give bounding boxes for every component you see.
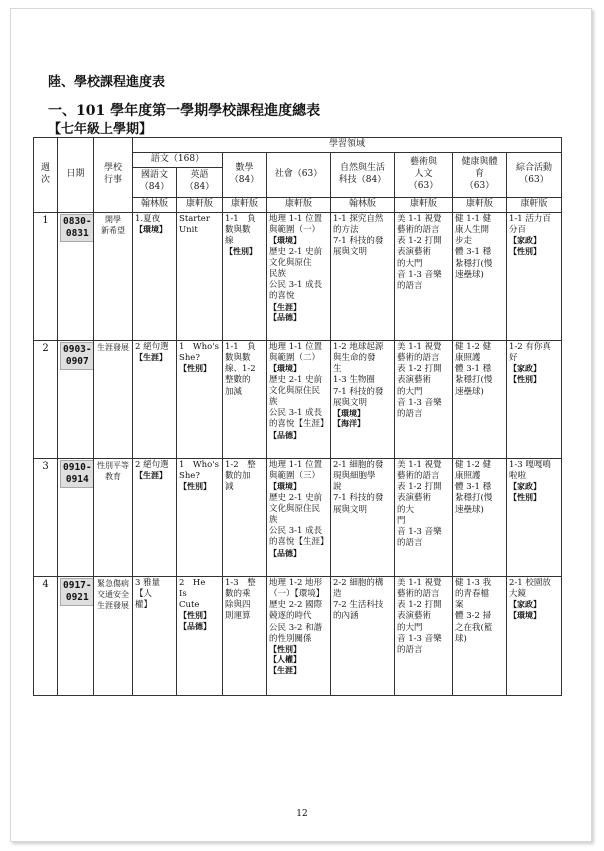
unit-text: 1-3 嘎嘎鳴 xyxy=(509,459,551,470)
unit-text: 公民 3-1 成長 xyxy=(269,526,323,537)
unit-text: 美 1-1 視覺 xyxy=(397,459,442,470)
unit-text: 紮穩打(慢 xyxy=(455,375,493,386)
unit-text: Starter xyxy=(179,213,210,224)
header-arts: 藝術與 人文 （63） xyxy=(395,152,453,197)
unit-text: 說 xyxy=(333,482,342,493)
unit-text: 文化與原住 xyxy=(269,257,312,268)
unit-text: 康照護 xyxy=(455,352,481,363)
unit-text: 大鏡 xyxy=(509,588,527,599)
unit-text: 的大門 xyxy=(397,258,423,269)
issue-tag: 【性別】 xyxy=(225,247,257,257)
unit-text: 康照護 xyxy=(455,470,481,481)
week-number: 1 xyxy=(34,212,58,340)
unit-text: 案 xyxy=(455,600,464,611)
unit-text: 地理 1-1 位置 xyxy=(269,213,323,224)
unit-text: 則運算 xyxy=(225,611,251,622)
unit-text: 展與文明 xyxy=(333,247,368,258)
unit-text: 的喜悅【生涯】 xyxy=(269,419,329,430)
unit-text: 啦啦 xyxy=(509,470,527,481)
unit-text: 2-2 細胞的構 xyxy=(333,577,384,588)
issue-tag: 【性別】 xyxy=(179,611,211,621)
issue-tag: 【環境】 xyxy=(333,408,365,418)
chinese-cell xyxy=(133,212,177,340)
unit-text: 的內涵 xyxy=(333,611,359,622)
unit-text: 體 3-1 穩 xyxy=(455,364,492,375)
publisher-science: 翰林版 xyxy=(331,197,395,212)
issue-tag: 【環境】 xyxy=(509,610,541,620)
unit-text: 與生命的發 xyxy=(333,352,376,363)
issue-tag: 【性別】 xyxy=(179,364,211,374)
unit-text: 數與數 xyxy=(225,352,251,363)
header-integrative: 綜合活動 （63） xyxy=(507,152,562,197)
unit-text: 歷史 2-1 史前 xyxy=(269,492,323,503)
date-cell xyxy=(58,212,94,340)
school-event: 生涯發展 xyxy=(94,340,133,458)
chinese-cell xyxy=(133,458,177,576)
math-cell xyxy=(223,212,267,340)
unit-text: 音 1-3 音樂 xyxy=(397,269,442,280)
unit-text: 與範圍（一） xyxy=(269,224,321,235)
health-cell xyxy=(453,458,507,576)
issue-tag: 【海洋】 xyxy=(333,419,365,429)
issue-tag: 【性別】 xyxy=(509,246,541,256)
unit-text: 族 xyxy=(269,397,278,408)
grade-label: 【七年級上學期】 xyxy=(48,122,153,137)
unit-text: 表 1-2 打開 xyxy=(397,482,442,493)
unit-text: 歷史 2-2 國際 xyxy=(269,600,323,611)
unit-text: 1-1 負 xyxy=(225,213,256,224)
unit-text: 藝術的語言 xyxy=(397,224,440,235)
header-chinese: 國語文 （84） xyxy=(133,167,177,197)
health-cell xyxy=(453,212,507,340)
unit-text: She? xyxy=(179,352,200,363)
unit-text: 1 Who's xyxy=(179,459,219,470)
unit-text: 文化與原住民 xyxy=(269,385,321,396)
header-math: 數學 （84） xyxy=(223,152,267,197)
unit-text: 權】 xyxy=(135,600,153,611)
unit-text: 1-1 活力百 xyxy=(509,213,551,224)
issue-tag: 【品德】 xyxy=(269,313,301,323)
issue-tag: 【性別】 xyxy=(179,482,211,492)
unit-text: 球) xyxy=(455,633,467,644)
english-cell xyxy=(177,340,223,458)
unit-text: 速壘球) xyxy=(455,386,484,397)
arts-cell xyxy=(395,458,453,576)
unit-text: 族 xyxy=(269,515,278,526)
science-cell xyxy=(331,340,395,458)
header-english: 英語 （84） xyxy=(177,167,223,197)
integrative-cell xyxy=(507,212,562,340)
publisher-health: 康軒版 xyxy=(453,197,507,212)
header-science: 自然與生活 科技（84） xyxy=(331,152,395,197)
unit-text: 地理 1-1 位置 xyxy=(269,341,323,352)
unit-text: 競逐的時代 xyxy=(269,611,312,622)
date-cell xyxy=(58,576,94,695)
header-date: 日期 xyxy=(58,138,94,213)
unit-text: 歷史 2-1 史前 xyxy=(269,374,323,385)
unit-text: 與範圍（二） xyxy=(269,352,321,363)
unit-text: 現與細胞學 xyxy=(333,470,376,481)
chinese-cell xyxy=(133,576,177,695)
date-range: 0910- 0914 xyxy=(60,460,94,489)
unit-text: 整數的 xyxy=(225,375,251,386)
unit-text: 2 He Is xyxy=(179,577,214,599)
date-cell xyxy=(58,458,94,576)
unit-text: 造 xyxy=(333,588,342,599)
unit-text: 1-1 探究自然 xyxy=(333,213,384,224)
page-number: 12 xyxy=(296,809,308,819)
header-social: 社會（63） xyxy=(267,152,331,197)
social-cell xyxy=(267,340,331,458)
unit-text: 的青春檔 xyxy=(455,588,490,599)
unit-text: 表 1-2 打開 xyxy=(397,236,442,247)
unit-text: 藝術的語言 xyxy=(397,352,440,363)
arts-cell xyxy=(395,212,453,340)
publisher-english: 康軒版 xyxy=(177,197,223,212)
header-event: 學校 行事 xyxy=(94,138,133,213)
curriculum-schedule-table xyxy=(33,137,562,696)
unit-text: 生 xyxy=(333,364,342,375)
unit-text: 的語言 xyxy=(397,408,423,419)
unit-text: 紮穩打(慢 xyxy=(455,493,493,504)
unit-text: 步走 xyxy=(455,236,473,247)
week-number: 2 xyxy=(34,340,58,458)
issue-tag: 【家政】 xyxy=(509,236,541,246)
issue-tag: 【生涯】 xyxy=(269,666,301,676)
unit-text: 音 1-3 音樂 xyxy=(397,397,442,408)
issue-tag: 【環境】 xyxy=(135,224,167,234)
unit-text: 健 1-2 健 xyxy=(455,341,492,352)
date-range: 0830- 0831 xyxy=(60,214,94,243)
unit-text: 民族 xyxy=(269,269,287,280)
unit-text: 體 3-1 穩 xyxy=(455,482,492,493)
unit-text: 的性別關係 xyxy=(269,633,312,644)
unit-text: 2 絕句選 xyxy=(135,459,169,470)
unit-text: 好 xyxy=(509,352,518,363)
unit-text: Cute xyxy=(179,600,200,611)
publisher-chinese: 翰林版 xyxy=(133,197,177,212)
unit-text: 2-1 細胞的發 xyxy=(333,459,384,470)
unit-text: 分百 xyxy=(509,224,527,235)
unit-text: 1-2 整 xyxy=(225,459,256,470)
issue-tag: 【環境】 xyxy=(269,364,301,374)
unit-text: 藝術的語言 xyxy=(397,470,440,481)
unit-text: 的喜悅 xyxy=(269,291,295,302)
unit-text: 1-3 生物圈 xyxy=(333,375,375,386)
unit-text: 美 1-1 視覺 xyxy=(397,577,442,588)
unit-text: （一）【環境】 xyxy=(269,588,325,599)
unit-text: 美 1-1 視覺 xyxy=(397,213,442,224)
unit-text: 健 1-3 我 xyxy=(455,577,492,588)
social-cell xyxy=(267,576,331,695)
header-learning-domain: 學習領域 xyxy=(133,138,562,153)
unit-text: 表 1-2 打開 xyxy=(397,600,442,611)
issue-tag: 【品德】 xyxy=(269,430,301,440)
science-cell xyxy=(331,576,395,695)
school-event: 性別平等 教育 xyxy=(94,458,133,576)
unit-text: 體 3-1 穩 xyxy=(455,247,492,258)
schedule-title: 一、101 學年度第一學期學校課程進度總表 xyxy=(48,103,321,119)
unit-text: 1-2 有你真 xyxy=(509,341,551,352)
unit-text: 體 3-2 掃 xyxy=(455,611,492,622)
schedule-row xyxy=(34,212,562,340)
unit-text: 文化與原住民 xyxy=(269,503,321,514)
publisher-arts: 康軒版 xyxy=(395,197,453,212)
unit-text: 1-2 地球起源 xyxy=(333,341,384,352)
unit-text: 3 雅量【人 xyxy=(135,577,161,599)
unit-text: 1 Who's xyxy=(179,341,219,352)
integrative-cell xyxy=(507,458,562,576)
health-cell xyxy=(453,340,507,458)
schedule-body xyxy=(34,212,562,695)
unit-text: 藝術的語言 xyxy=(397,588,440,599)
science-cell xyxy=(331,212,395,340)
unit-text: Unit xyxy=(179,224,198,235)
unit-text: 2 絕句選 xyxy=(135,341,169,352)
unit-text: 數與數 xyxy=(225,224,251,235)
unit-text: 美 1-1 視覺 xyxy=(397,341,442,352)
schedule-row xyxy=(34,340,562,458)
unit-text: 健 1-1 健 xyxy=(455,213,492,224)
unit-text: 與範圍（三） xyxy=(269,470,321,481)
week-number: 3 xyxy=(34,458,58,576)
english-cell xyxy=(177,576,223,695)
school-event: 開學 新希望 xyxy=(94,212,133,340)
schedule-row xyxy=(34,458,562,576)
issue-tag: 【生涯】 xyxy=(269,302,301,312)
unit-text: 線 xyxy=(225,236,234,247)
social-cell xyxy=(267,212,331,340)
arts-cell xyxy=(395,576,453,695)
unit-text: 1.夏夜 xyxy=(135,213,161,224)
unit-text: 的大門 xyxy=(397,386,423,397)
unit-text: 2-1 校園放 xyxy=(509,577,551,588)
unit-text: 之在我(籃 xyxy=(455,622,493,633)
unit-text: 公民 3-1 成長 xyxy=(269,280,323,291)
math-cell xyxy=(223,340,267,458)
unit-text: 公民 3-1 成長 xyxy=(269,408,323,419)
issue-tag: 【性別】 xyxy=(269,644,301,654)
unit-text: 的方法 xyxy=(333,224,359,235)
english-cell xyxy=(177,458,223,576)
math-cell xyxy=(223,458,267,576)
issue-tag: 【家政】 xyxy=(509,600,541,610)
issue-tag: 【環境】 xyxy=(269,482,301,492)
issue-tag: 【家政】 xyxy=(509,482,541,492)
math-cell xyxy=(223,576,267,695)
publisher-integrative: 康軒版 xyxy=(507,197,562,212)
date-range: 0903- 0907 xyxy=(60,342,94,371)
publisher-social: 康軒版 xyxy=(267,197,331,212)
unit-text: 地理 1-1 位置 xyxy=(269,459,323,470)
week-number: 4 xyxy=(34,576,58,695)
unit-text: 表演藝術 xyxy=(397,493,432,504)
unit-text: 1-1 負 xyxy=(225,341,256,352)
unit-text: 除與四 xyxy=(225,600,251,611)
date-range: 0917- 0921 xyxy=(60,578,94,607)
issue-tag: 【性別】 xyxy=(509,374,541,384)
unit-text: 減 xyxy=(225,482,234,493)
unit-text: 7-2 生活科技 xyxy=(333,600,384,611)
unit-text: 的大門 xyxy=(397,622,423,633)
science-cell xyxy=(331,458,395,576)
integrative-cell xyxy=(507,576,562,695)
issue-tag: 【品德】 xyxy=(269,548,301,558)
unit-text: 速壘球) xyxy=(455,504,484,515)
unit-text: 紮穩打(慢 xyxy=(455,258,493,269)
unit-text: 7-1 科技的發 xyxy=(333,386,384,397)
integrative-cell xyxy=(507,340,562,458)
unit-text: 速壘球) xyxy=(455,269,484,280)
unit-text: 的喜悅【生涯】 xyxy=(269,537,329,548)
issue-tag: 【人權】 xyxy=(269,655,301,665)
unit-text: 地理 1-2 地形 xyxy=(269,577,323,588)
issue-tag: 【性別】 xyxy=(509,492,541,502)
unit-text: 加減 xyxy=(225,386,243,397)
unit-text: 表演藝術 xyxy=(397,375,432,386)
unit-text: 音 1-3 音樂 xyxy=(397,526,442,537)
issue-tag: 【生涯】 xyxy=(135,352,167,362)
unit-text: 數的乘 xyxy=(225,588,251,599)
unit-text: 康人生開 xyxy=(455,224,490,235)
unit-text: 表 1-2 打開 xyxy=(397,364,442,375)
unit-text: 展與文明 xyxy=(333,504,368,515)
date-cell xyxy=(58,340,94,458)
unit-text: 7-1 科技的發 xyxy=(333,493,384,504)
issue-tag: 【家政】 xyxy=(509,364,541,374)
schedule-row xyxy=(34,576,562,695)
header-health: 健康與體 育 （63） xyxy=(453,152,507,197)
unit-text: 音 1-3 音樂 xyxy=(397,633,442,644)
english-cell xyxy=(177,212,223,340)
chinese-cell xyxy=(133,340,177,458)
header-week: 週 次 xyxy=(34,138,58,213)
unit-text: 數的加 xyxy=(225,470,251,481)
unit-text: 展與文明 xyxy=(333,397,368,408)
social-cell xyxy=(267,458,331,576)
unit-text: 健 1-2 健 xyxy=(455,459,492,470)
unit-text: 線、1-2 xyxy=(225,364,256,375)
issue-tag: 【品德】 xyxy=(179,621,211,631)
unit-text: 表演藝術 xyxy=(397,611,432,622)
unit-text: 1-3 整 xyxy=(225,577,256,588)
unit-text: 公民 3-2 和諧 xyxy=(269,622,323,633)
unit-text: She? xyxy=(179,470,200,481)
unit-text: 的語言 xyxy=(397,644,423,655)
issue-tag: 【環境】 xyxy=(269,236,301,246)
unit-text: 的大 xyxy=(397,504,415,515)
unit-text: 的語言 xyxy=(397,280,423,291)
publisher-math: 康軒版 xyxy=(223,197,267,212)
unit-text: 歷史 2-1 史前 xyxy=(269,246,323,257)
unit-text: 表演藝術 xyxy=(397,247,432,258)
unit-text: 7-1 科技的發 xyxy=(333,236,384,247)
school-event: 緊急傷病 交通安全 生涯發展 xyxy=(94,576,133,695)
section-title: 陸、學校課程進度表 xyxy=(48,75,166,90)
health-cell xyxy=(453,576,507,695)
unit-text: 門 xyxy=(397,515,406,526)
unit-text: 的語言 xyxy=(397,538,423,549)
issue-tag: 【生涯】 xyxy=(135,470,167,480)
arts-cell xyxy=(395,340,453,458)
header-language: 語文（168） xyxy=(133,152,223,167)
